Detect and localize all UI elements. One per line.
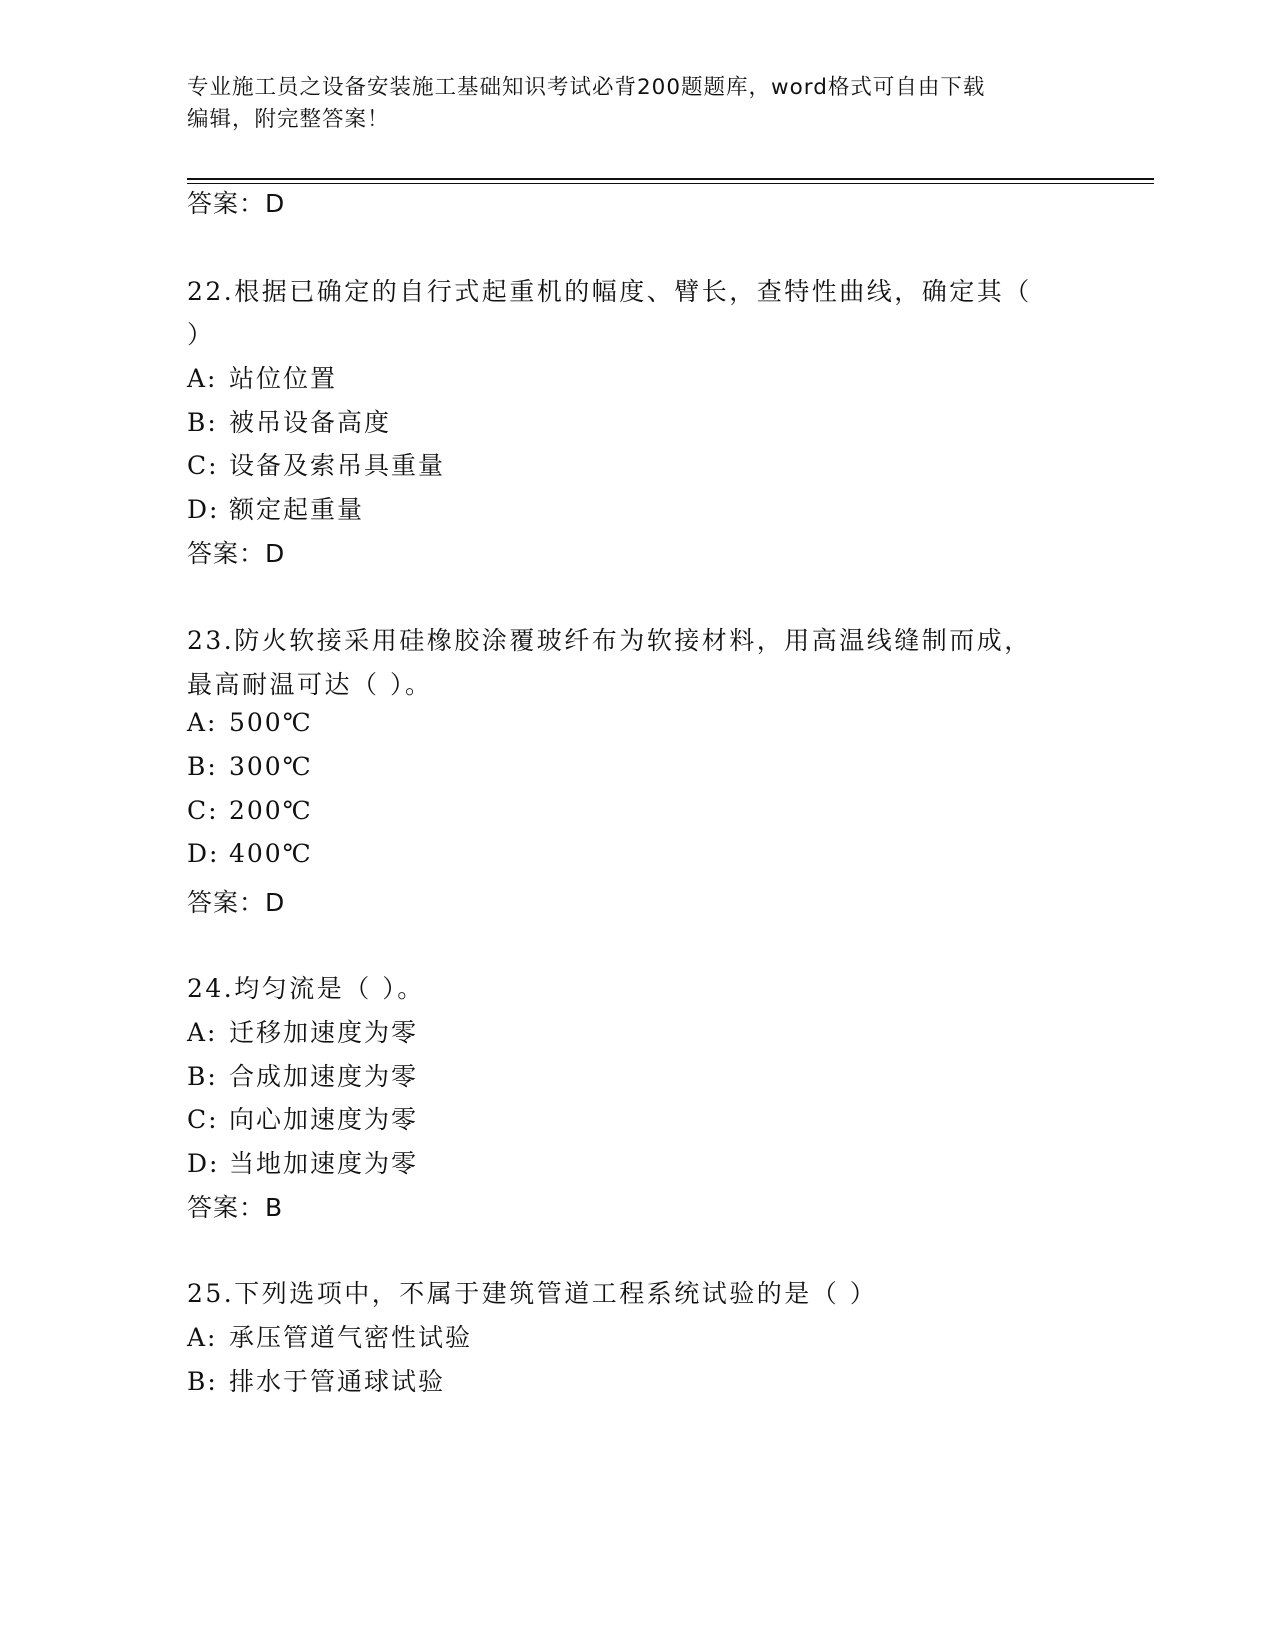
option-text: 迁移加速度为零 bbox=[229, 1018, 419, 1047]
question-22-option-b bbox=[187, 403, 391, 439]
header-divider-thin bbox=[187, 183, 1154, 184]
question-24-option-b bbox=[187, 1057, 418, 1093]
option-text: 500℃ bbox=[229, 708, 313, 737]
option-text: 站位位置 bbox=[229, 364, 338, 393]
question-23-stem-line-1: 23.防火软接采用硅橡胶涂覆玻纤布为软接材料，用高温线缝制而成， bbox=[187, 626, 1032, 655]
question-23-option-b bbox=[187, 752, 313, 781]
option-letter: D: bbox=[187, 839, 220, 868]
option-letter: B: bbox=[187, 752, 218, 781]
question-22-option-a bbox=[187, 359, 337, 395]
question-24-option-d bbox=[187, 1144, 418, 1180]
option-letter: D: bbox=[187, 1149, 220, 1178]
question-23-option-a bbox=[187, 708, 313, 737]
question-23-answer: 答案：D bbox=[187, 888, 286, 917]
header-line-1: 专业施工员之设备安装施工基础知识考试必背200题题库，word格式可自由下载 bbox=[187, 75, 986, 100]
question-25-option-a bbox=[187, 1318, 472, 1354]
question-24-option-c bbox=[187, 1100, 418, 1136]
option-letter: B: bbox=[187, 1367, 218, 1396]
question-22-option-c bbox=[187, 446, 445, 482]
header-line-2: 编辑，附完整答案！ bbox=[187, 107, 390, 132]
question-23-option-d bbox=[187, 839, 313, 868]
option-letter: B: bbox=[187, 1062, 218, 1091]
option-letter: C: bbox=[187, 796, 219, 825]
question-22-stem-line-2: ） bbox=[187, 320, 215, 349]
option-letter: A: bbox=[187, 708, 218, 737]
option-letter: C: bbox=[187, 1105, 219, 1134]
question-24-option-a bbox=[187, 1013, 418, 1049]
option-text: 当地加速度为零 bbox=[229, 1149, 419, 1178]
option-text: 合成加速度为零 bbox=[229, 1062, 419, 1091]
question-24-answer: 答案：B bbox=[187, 1193, 284, 1222]
option-text: 承压管道气密性试验 bbox=[229, 1323, 473, 1352]
question-24-stem-line-1: 24.均匀流是（ ）。 bbox=[187, 974, 425, 1003]
option-text: 被吊设备高度 bbox=[229, 408, 392, 437]
header-divider bbox=[187, 178, 1154, 180]
option-letter: B: bbox=[187, 408, 218, 437]
question-25-option-b bbox=[187, 1362, 445, 1398]
question-22-answer: 答案：D bbox=[187, 539, 286, 568]
question-25-stem-line-1: 25.下列选项中，不属于建筑管道工程系统试验的是（ ） bbox=[187, 1279, 878, 1308]
option-text: 300℃ bbox=[229, 752, 313, 781]
option-letter: A: bbox=[187, 1323, 218, 1352]
option-text: 向心加速度为零 bbox=[229, 1105, 419, 1134]
option-text: 设备及索吊具重量 bbox=[229, 451, 446, 480]
option-text: 排水于管通球试验 bbox=[229, 1367, 446, 1396]
document-header bbox=[187, 72, 1067, 136]
previous-answer: 答案：D bbox=[187, 189, 286, 218]
question-23-option-c bbox=[187, 796, 313, 825]
question-23-stem-line-2: 最高耐温可达（ ）。 bbox=[187, 670, 433, 699]
option-letter: C: bbox=[187, 451, 219, 480]
option-text: 200℃ bbox=[229, 796, 313, 825]
option-text: 额定起重量 bbox=[229, 495, 365, 524]
option-letter: D: bbox=[187, 495, 220, 524]
question-22-stem-line-1: 22.根据已确定的自行式起重机的幅度、臂长，查特性曲线，确定其（ bbox=[187, 277, 1032, 306]
option-letter: A: bbox=[187, 364, 218, 393]
option-letter: A: bbox=[187, 1018, 218, 1047]
option-text: 400℃ bbox=[229, 839, 313, 868]
question-22-option-d bbox=[187, 490, 364, 526]
